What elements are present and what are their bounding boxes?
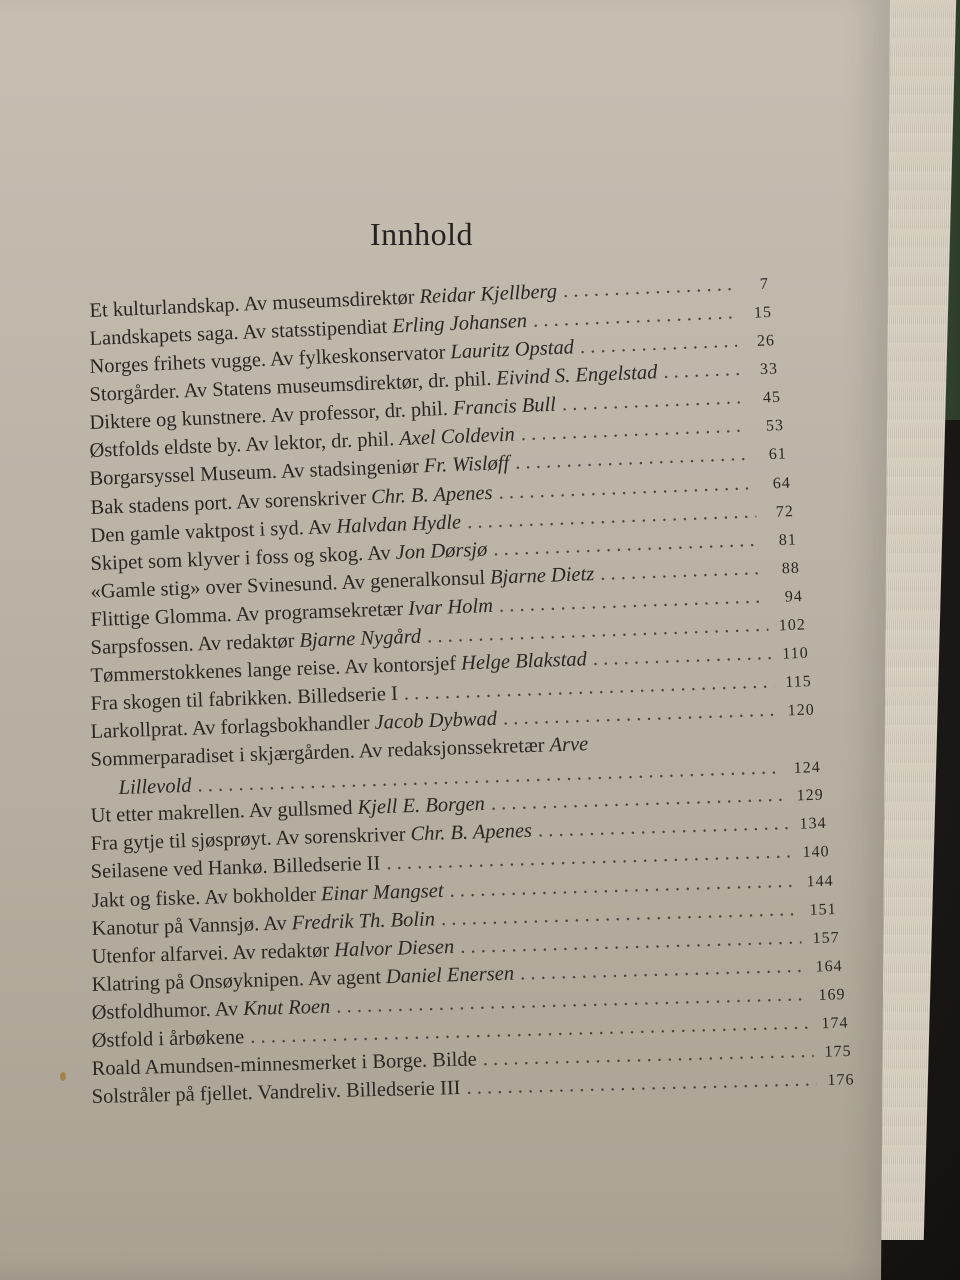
dot-leader [498, 585, 765, 617]
entry-title: Larkollprat. Av forlagsbokhandler [90, 711, 371, 744]
dot-leader [521, 415, 747, 447]
page-number: 33 [759, 360, 779, 379]
dot-leader [440, 898, 798, 931]
page-number: 72 [775, 502, 794, 521]
page-number: 176 [827, 1071, 855, 1090]
page-number: 102 [778, 616, 806, 635]
page-number: 88 [781, 559, 800, 578]
page-number: 64 [772, 474, 791, 492]
entry-title: Den gamle vaktpost i syd. Av [89, 515, 332, 547]
entry-author: Halvdan Hydle [335, 510, 461, 538]
page-number: 134 [799, 815, 828, 834]
entry-author: Einar Mangset [320, 879, 444, 905]
entry-author: Jon Dørsjø [394, 538, 488, 564]
dot-leader [466, 500, 756, 534]
page-number: 115 [785, 673, 813, 691]
entry-author: Erling Johansen [391, 310, 528, 338]
dot-leader [519, 955, 804, 986]
entry-title: Østfoldhumor. Av [91, 997, 239, 1024]
dot-leader [538, 812, 789, 843]
entry-title: Østfolds eldste by. Av lektor, dr. phil. [89, 428, 396, 463]
page-number: 175 [824, 1042, 852, 1061]
entry-author: Kjell E. Borgen [357, 793, 486, 820]
page-number: 45 [762, 389, 782, 407]
page-number: 124 [793, 759, 822, 778]
dot-leader [466, 1068, 817, 1100]
entry-title: Jakt og fiske. Av bokholder [90, 883, 316, 912]
entry-author: Lauritz Opstad [450, 336, 575, 364]
page-number: 151 [808, 900, 837, 919]
page-number: 120 [787, 701, 816, 720]
page-number: 174 [821, 1014, 849, 1033]
entry-title: Utenfor alfarvei. Av redaktør [91, 939, 330, 968]
entry-author: Eivind S. Engelstad [496, 361, 658, 390]
entry-title: Norges frihets vugge. Av fylkeskonservator [89, 341, 447, 379]
page-number: 53 [765, 417, 785, 436]
entry-author: Fredrik Th. Bolin [290, 907, 435, 934]
entry-title: Fra gytje til sjøsprøyt. Av sorenskriver [90, 823, 407, 856]
entry-author: Bjarne Nygård [298, 625, 422, 652]
page-number: 94 [784, 587, 803, 606]
entry-author: Halvor Diesen [333, 935, 455, 961]
entry-title: Kanotur på Vannsjø. Av [90, 912, 287, 940]
dot-leader [491, 784, 786, 816]
dot-leader [386, 841, 792, 876]
entry-author: Axel Coldevin [399, 423, 516, 451]
entry-title: Østfold i årbøkene [91, 1025, 245, 1052]
entry-title: Et kulturlandskap. Av museumsdirektør [89, 286, 415, 323]
dot-leader [482, 1040, 813, 1071]
dot-leader [493, 528, 759, 561]
dot-leader [460, 926, 802, 958]
page-number: 164 [815, 957, 843, 976]
entry-author: Reidar Kjellberg [419, 280, 558, 309]
entry-title: «Gamle stig» over Svinesund. Av generalkonsul [89, 566, 486, 603]
entry-author: Daniel Enersen [385, 962, 515, 988]
page-number: 61 [768, 445, 788, 464]
entry-title: Bak stadens port. Av sorenskriver [89, 486, 367, 519]
page-number: 157 [812, 929, 840, 947]
entry-title: Landskapets saga. Av statsstipendiat [89, 315, 388, 351]
dot-leader [449, 869, 796, 902]
entry-title: Skipet som klyver i foss og skog. Av [89, 541, 391, 575]
dot-leader [515, 443, 750, 475]
entry-author: Francis Bull [452, 393, 557, 420]
entry-title: Ut etter makrellen. Av gullsmed [90, 797, 354, 828]
page-title: Innhold [370, 216, 474, 252]
dot-leader [503, 699, 778, 731]
dot-leader [600, 557, 762, 586]
entry-title: Flittige Glomma. Av programsekretær [89, 597, 404, 631]
entry-title: Sommerparadiset i skjærgården. Av redaksjonssekretær [90, 734, 546, 772]
dot-leader [533, 301, 735, 332]
entry-author: Fr. Wisløff [423, 452, 511, 478]
dot-leader [592, 642, 771, 671]
entry-author: Bjarne Dietz [489, 562, 595, 589]
entry-title: Borgarsyssel Museum. Av stadsingeniør [89, 455, 420, 491]
entry-title: Tømmerstokkenes lange reise. Av kontorsjef [90, 652, 457, 687]
dot-leader [498, 472, 753, 505]
entry-title: Storgårder. Av Statens museumsdirektør, dr. phil. [89, 368, 492, 407]
page-number: 144 [805, 872, 834, 890]
page-number: 140 [802, 843, 831, 862]
page-number: 15 [753, 303, 773, 322]
page-number: 129 [796, 786, 825, 805]
entry-title: Solstråler på fjellet. Vandreliv. Billedserie III [91, 1076, 461, 1109]
dot-leader [563, 273, 732, 303]
entry-author: Lillevold [118, 774, 193, 800]
dot-leader [580, 330, 738, 359]
page-number [786, 743, 818, 744]
page-number: 26 [756, 332, 776, 351]
entry-author: Ivar Holm [407, 594, 494, 620]
dot-leader [663, 358, 740, 384]
entry-author: Knut Roen [242, 995, 331, 1020]
paper-stain [60, 1072, 66, 1081]
page-number: 7 [759, 275, 770, 293]
entry-title: Fra skogen til fabrikken. Billedserie I [90, 682, 399, 716]
entry-title: Sarpsfossen. Av redaktør [90, 629, 295, 659]
entry-author: Helge Blakstad [460, 648, 588, 675]
entry-title: Diktere og kunstnere. Av professor, dr. phil. [89, 398, 449, 435]
dot-leader [562, 387, 744, 417]
entry-title: Klatring på Onsøyknipen. Av agent [91, 965, 381, 996]
entry-author: Jacob Dybwad [374, 707, 498, 734]
page-number: 110 [782, 644, 809, 663]
entry-author: Chr. B. Apenes [410, 820, 533, 846]
entry-title: Seilasene ved Hankø. Billedserie II [90, 852, 382, 884]
page-number: 169 [818, 985, 846, 1004]
entry-title: Roald Amundsen-minnesmerket i Borge. Bilde [91, 1048, 477, 1080]
page-number: 81 [778, 531, 797, 549]
entry-author: Arve [549, 733, 589, 757]
entry-author: Chr. B. Apenes [370, 481, 493, 508]
